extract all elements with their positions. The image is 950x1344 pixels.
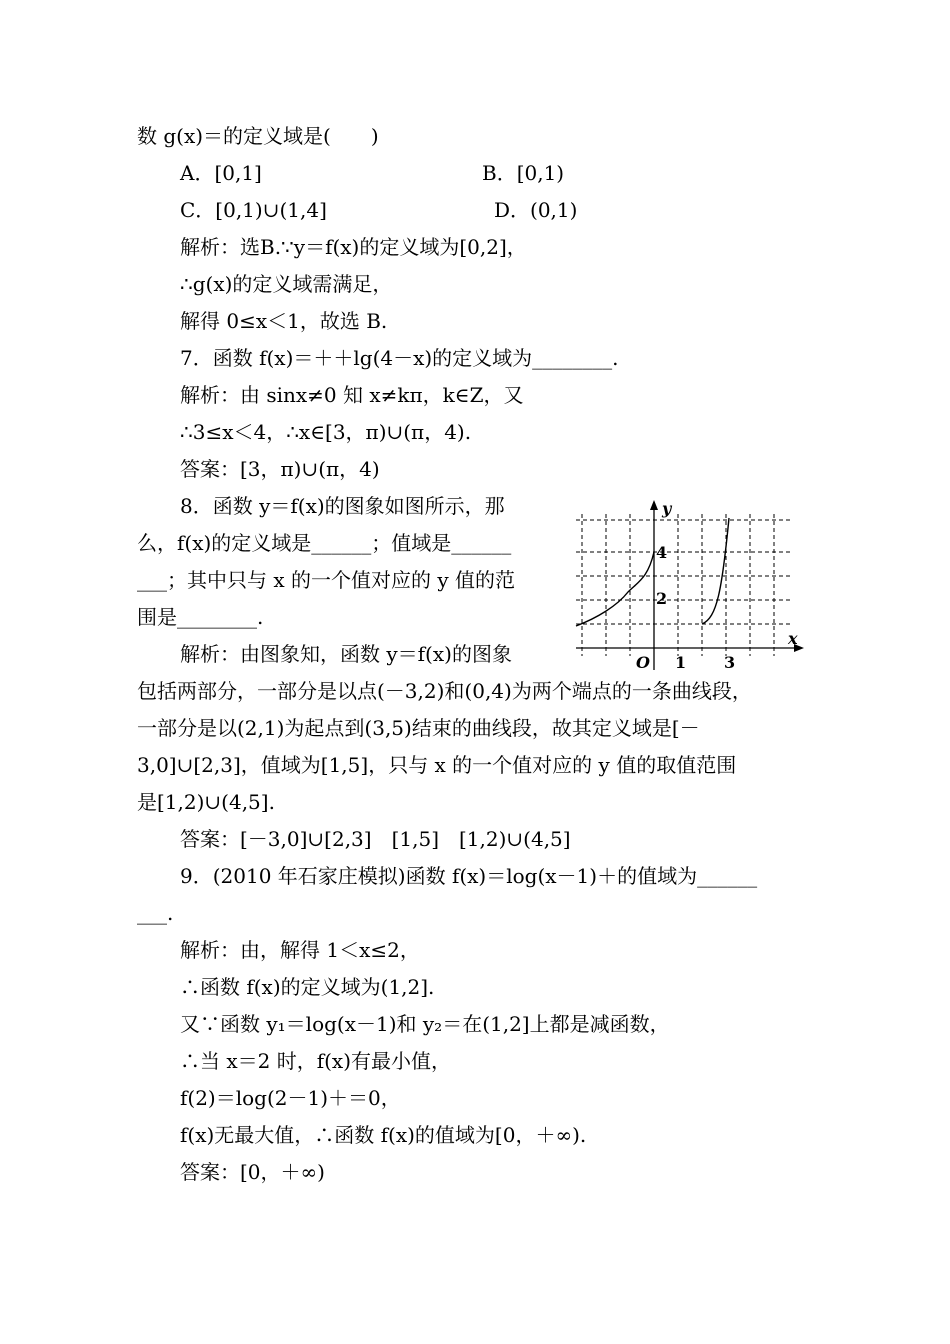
curve-right xyxy=(702,518,729,624)
q8-solution-line: 一部分是以(2,1)为起点到(3,5)结束的曲线段，故其定义域是[－ xyxy=(137,716,700,740)
q9-solution-line: ∴函数 f(x)的定义域为(1,2]. xyxy=(180,975,435,999)
q6-solution-line: 解析：选B.∵y＝f(x)的定义域为[0,2]， xyxy=(180,235,527,259)
y-axis-arrow xyxy=(650,500,658,510)
q8-stem-line: ___；其中只与 x 的一个值对应的 y 值的范 xyxy=(137,568,516,592)
q7-answer: 答案：[3，π)∪(π，4) xyxy=(180,457,380,481)
q8-solution-line: 包括两部分，一部分是以点(－3,2)和(0,4)为两个端点的一条曲线段， xyxy=(137,679,752,703)
q8-stem-line: 么，f(x)的定义域是______；值域是______ xyxy=(137,531,512,555)
function-graph xyxy=(572,500,808,680)
x-tick-label: 3 xyxy=(724,653,736,672)
q8-stem-line: 围是________. xyxy=(137,605,264,629)
q9-solution-line: f(x)无最大值，∴函数 f(x)的值域为[0，＋∞). xyxy=(180,1123,587,1147)
q8-solution-line: 是[1,2)∪(4,5]. xyxy=(137,790,275,814)
x-axis-label: x xyxy=(788,629,798,648)
q6-stem: 数 g(x)＝的定义域是( ) xyxy=(137,124,379,148)
y-tick-label: 4 xyxy=(656,543,668,562)
q6-option-a: A．[0,1] xyxy=(180,161,262,185)
q7-solution-line: 解析：由 sinx≠0 知 x≠kπ，k∈Z，又 xyxy=(180,383,524,407)
q8-solution-line: 解析：由图象知，函数 y＝f(x)的图象 xyxy=(180,642,512,666)
q7-solution-line: ∴3≤x＜4，∴x∈[3，π)∪(π，4). xyxy=(180,420,472,444)
q9-stem-line: ___. xyxy=(137,901,174,925)
q6-option-c: C．[0,1)∪(1,4] xyxy=(180,198,327,222)
grid xyxy=(576,514,792,656)
q9-solution-line: f(2)＝log(2－1)＋＝0， xyxy=(180,1086,401,1110)
q9-answer: 答案：[0，＋∞) xyxy=(180,1160,325,1184)
q8-stem-line: 8．函数 y＝f(x)的图象如图所示，那 xyxy=(180,494,505,518)
q6-solution-line: ∴g(x)的定义域需满足， xyxy=(180,272,393,296)
q8-answer: 答案：[－3,0]∪[2,3] [1,5] [1,2)∪(4,5] xyxy=(180,827,571,851)
q6-option-d: D．(0,1) xyxy=(494,198,578,222)
y-axis-label: y xyxy=(662,500,672,518)
q9-solution-line: 解析：由，解得 1＜x≤2， xyxy=(180,938,420,962)
axes xyxy=(576,506,798,670)
q7-stem: 7．函数 f(x)＝＋＋lg(4－x)的定义域为________. xyxy=(180,346,619,370)
q8-solution-line: 3,0]∪[2,3]，值域为[1,5]，只与 x 的一个值对应的 y 值的取值范围 xyxy=(137,753,737,777)
y-tick-label: 2 xyxy=(656,589,668,608)
q6-option-b: B．[0,1) xyxy=(482,161,565,185)
origin-label: O xyxy=(636,653,650,672)
curve-left xyxy=(576,552,654,626)
q6-solution-line: 解得 0≤x＜1，故选 B. xyxy=(180,309,388,333)
x-tick-label: 1 xyxy=(675,653,687,672)
q9-stem-line: 9．(2010 年石家庄模拟)函数 f(x)＝log(x－1)＋的值域为______ xyxy=(180,864,758,888)
q9-solution-line: 又∵函数 y₁＝log(x－1)和 y₂＝在(1,2]上都是减函数， xyxy=(180,1012,670,1036)
q9-solution-line: ∴当 x＝2 时，f(x)有最小值， xyxy=(180,1049,452,1073)
